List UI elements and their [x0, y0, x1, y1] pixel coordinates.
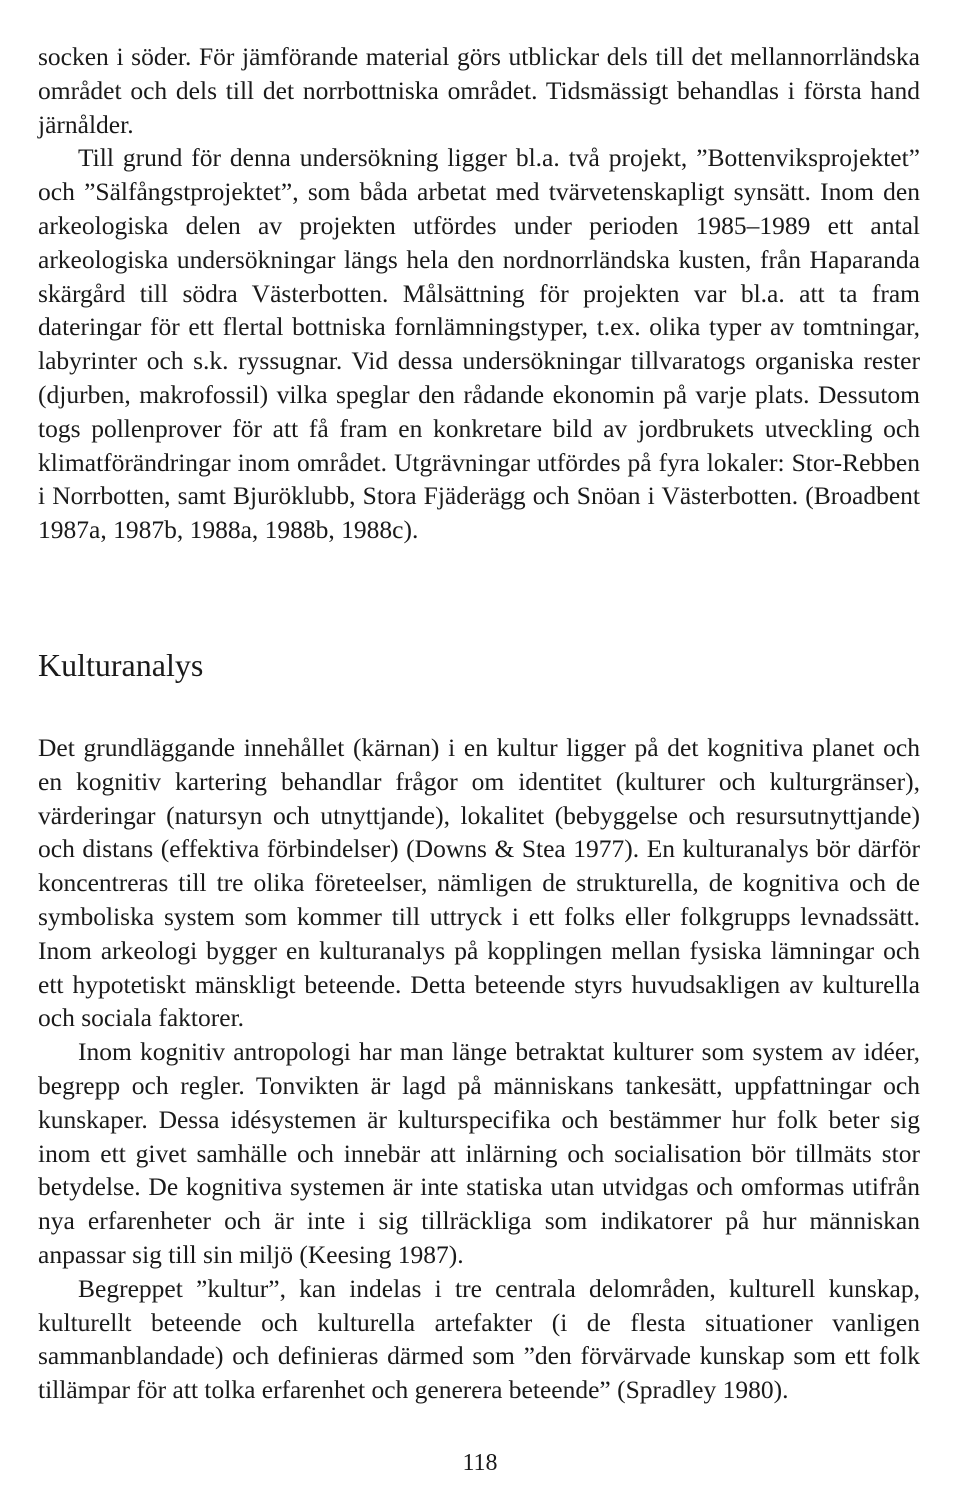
paragraph-continuation: socken i söder. För jämförande material görs utblickar dels till det mellannorrländska området och dels till det norrbottniska området. Tidsmässigt behandlas i första hand järnålder.	[38, 42, 920, 139]
page-number: 118	[462, 1450, 498, 1476]
paragraph-culture-concept: Begreppet ”kultur”, kan indelas i tre centrala delområden, kulturell kunskap, kulturellt beteende och kulturella artefakter (i de flesta situationer vanligen sammanblandade) och definieras därmed som ”den förvärvade kunskap som ett folk tillämpar för att tolka erfarenhet och generera beteende” (Spradley 1980).	[38, 1273, 920, 1405]
section-text-block	[38, 731, 920, 1407]
paragraph-cognitive-anthropology: Inom kognitiv antropologi har man länge betraktat kulturer som system av idéer, begrepp och regler. Tonvikten är lagd på människans tankesätt, uppfattningar och kunskaper. Dessa idésystemen är kulturspecifika och bestämmer hur folk beter sig inom ett givet samhälle och innebär att inlärning och socialisation bör tillmäts stor betydelse. De kognitiva systemen är inte statiska utan utvidgas och omformas utifrån nya erfarenheter och är inte i sig tillräckliga som indikatorer på hur människan anpassar sig till sin miljö (Keesing 1987).	[38, 1037, 920, 1269]
paragraph-core-content: Det grundläggande innehållet (kärnan) i en kultur ligger på det kognitiva planet och en kognitiv kartering behandlar frågor om identitet (kulturer och kulturgränser), värderingar (natursyn och utnyttjande), lokalitet (bebyggelse och resursutnyttjande) och distans (effektiva förbindelser) (Downs & Stea 1977). En kulturanalys bör därför koncentreras till tre olika företeelser, nämligen de strukturella, de kognitiva och de symboliska system som kommer till uttryck i ett folks eller folkgrupps levnadssätt. Inom arkeologi bygger en kulturanalys på kopplingen mellan fysiska lämningar och ett hypotetiskt mänskligt beteende. Detta beteende styrs huvudsakligen av kulturella och sociala faktorer.	[38, 733, 920, 1033]
paragraph-projects: Till grund för denna undersökning ligger bl.a. två projekt, ”Bottenviksprojektet” och ”Sälfångstprojektet”, som båda arbetat med tvärvetenskapligt synsätt. Inom den arkeologiska delen av projekten utfördes under perioden 1985–1989 ett antal arkeologiska undersökningar längs hela den nordnorrländska kusten, från Haparanda skärgård till södra Västerbotten. Målsättning för projekten var bl.a. att ta fram dateringar för ett flertal bottniska fornlämningstyper, t.ex. olika typer av tomtningar, labyrinter och s.k. ryssugnar. Vid dessa undersökningar tillvaratogs organiska rester (djurben, makrofossil) vilka speglar den rådande ekonomin på varje plats. Dessutom togs pollenprover för att få fram en konkretare bild av jordbrukets utveckling och klimatförändringar inom området. Utgrävningar utfördes på fyra lokaler: Stor-Rebben i Norrbotten, samt Bjuröklubb, Stora Fjäderägg och Snöan i Västerbotten. (Broadbent 1987a, 1987b, 1988a, 1988b, 1988c).	[38, 143, 920, 545]
section-heading: Kulturanalys	[38, 647, 204, 683]
intro-text-block	[38, 40, 920, 547]
